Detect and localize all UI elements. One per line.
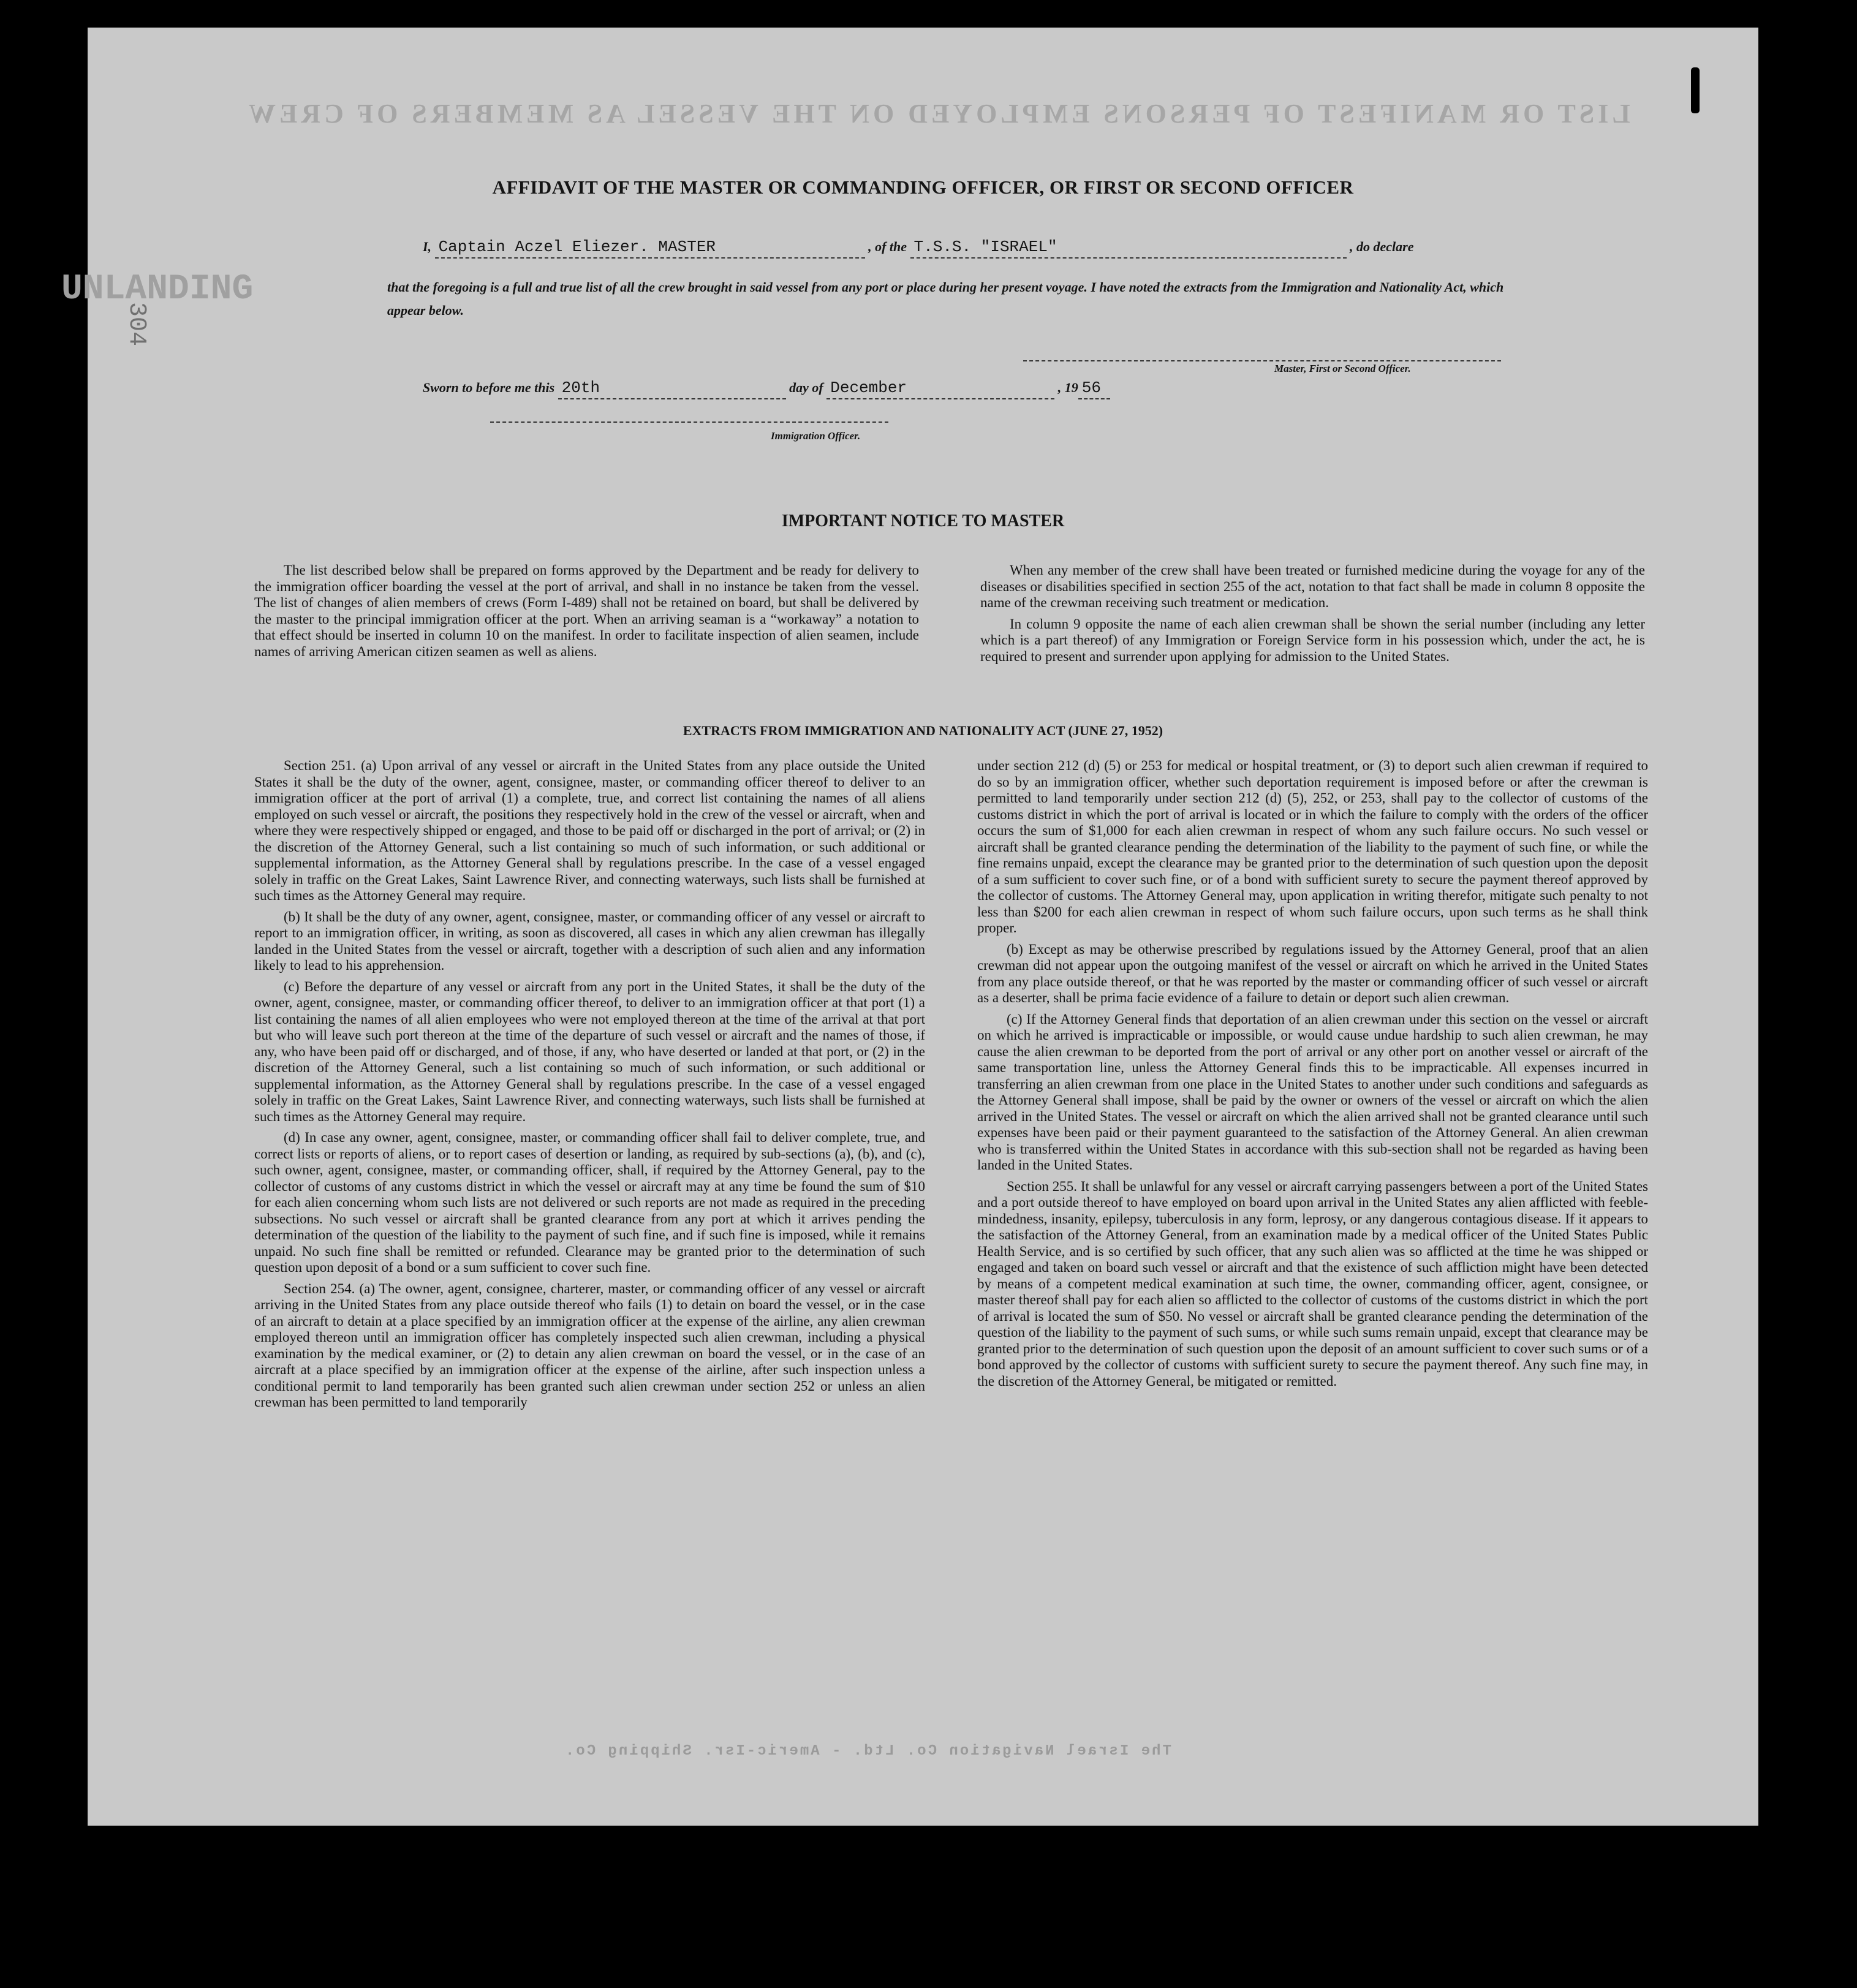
declarant-prefix: I, (423, 239, 432, 254)
notice-paragraph: In column 9 opposite the name of each alien crewman shall be shown the serial number (including any letter which is a part thereof) of any Immigration or Foreign Service form in his possession which, under the act, he is required to present and surrender upon applying for admission to the United States. (980, 616, 1645, 664)
page-number-stamp: 304 (123, 302, 150, 347)
notice-paragraph: The list described below shall be prepared on forms approved by the Department and be ready for delivery to the immigration officer boarding the vessel at the port of arrival, and shall in no instance be taken from the vessel. The list of changes of alien members of crews (Form I-489) shall not be retained on board, but shall be delivered by the master to the principal immigration officer at the port. When an arriving seaman is a “workaway” a notation to that effect should be inserted in column 10 on the manifest. In order to facilitate inspection of alien seamen, include names of arriving American citizen seamen as well as aliens. (254, 562, 919, 659)
section-254a-continued: under section 212 (d) (5) or 253 for medical or hospital treatment, or (3) to deport such alien crewman if required to do so by an immigration officer, whether such deportation requirement is imposed before or after the crewman is permitted to land temporarily under section 212 (d) (5), 252, or 253, shall pay to the collector of customs of the customs district in which the port of arrival is located or in which the failure to comply with the orders of the officer occurs the sum of $1,000 for each alien crewman in respect of whom any such failure occurs. No such vessel or aircraft shall be granted clearance pending the determination of the liability to the payment of such fine, or while the fine remains unpaid, except the clearance may be granted prior to the determination of such question upon the deposit of a sum sufficient to cover such fine, or of a bond with sufficient surety to secure the payment thereof approved by the collector of customs. The Attorney General may, upon application in writing therefor, mitigate such penalty to not less than $200 for each alien crewman in respect of whom such failure occurs, upon such terms as he shall think proper. (977, 758, 1648, 935)
year-prefix-label: , 19 (1057, 380, 1078, 395)
vessel-name-field: T.S.S. "ISRAEL" (910, 238, 1347, 259)
master-signature-label: Master, First or Second Officer. (1274, 363, 1411, 374)
do-declare-label: , do declare (1350, 239, 1414, 254)
notice-left-column (254, 562, 919, 665)
section-251d: (d) In case any owner, agent, consignee, master, or commanding officer shall fail to deliver complete, true, and correct lists or reports of aliens, or to report cases of desertion or landing, as required by sub-sections (a), (b), and (c), such owner, agent, consignee, master, or commanding officer, shall, if required by the Attorney General, pay to the collector of customs of any customs district in which the vessel or aircraft may at any time be found the sum of $10 for each alien concerning whom such lists are not delivered or such reports are not made as required in the preceding subsections. No such vessel or aircraft shall be granted clearance from any port at which it arrives pending the determination of the question of the liability to the payment of such fine, and if such fine is imposed, while it remains unpaid. No such fine shall be remitted or refunded. Clearance may be granted prior to the determination of such question upon deposit of a bond or a sum sufficient to cover such fine. (254, 1130, 925, 1275)
edge-mark (1691, 67, 1700, 113)
section-254c: (c) If the Attorney General finds that deportation of an alien crewman under this section on the vessel or aircraft on which he arrived is impracticable or impossible, or would cause undue hardship to such alien crewman, he may cause the alien crewman to be deported from the port of arrival or any other port on another vessel or aircraft of the same transportation line, unless the Attorney General finds this to be impracticable. All expenses incurred in transferring an alien crewman from one place in the United States to another under such conditions and safeguards as the Attorney General shall impose, shall be paid by the owner or owners of the vessel or aircraft on which the alien arrived in the United States. The vessel or aircraft on which the alien arrived shall not be granted clearance until such expenses have been paid or their payment guaranteed to the satisfaction of the Attorney General. An alien crewman who is transferred within the United States in accordance with this sub-section shall not be regarded as having been landed in the United States. (977, 1011, 1648, 1173)
bleed-through-footer: The Israel Navigation Co. Ltd. - Americ-Isr. Shipping Co. (564, 1743, 1171, 1759)
master-name-field: Captain Aczel Eliezer. MASTER (435, 238, 865, 259)
section-251c: (c) Before the departure of any vessel or aircraft from any port in the United States, it shall be the duty of the owner, agent, consignee, master, or commanding officer thereof, to deliver to an immigration officer at that port (1) a list containing the names of all alien employees who were not employed thereon at the time of the arrival at that port but who will leave such port thereon at the time of the departure of such vessel or aircraft and the names of those, if any, who have been paid off or discharged, and of those, if any, who have deserted or landed at that port, or (2) in the discretion of the Attorney General, such a list containing so much of such information, or such additional or supplemental information, as the Attorney General shall by regulations prescribe. In the case of a vessel engaged solely in traffic on the Great Lakes, Saint Lawrence River, and connecting waterways, such lists shall be furnished at such times as the Attorney General may require. (254, 978, 925, 1124)
affidavit-title: AFFIDAVIT OF THE MASTER OR COMMANDING OFFICER, OR FIRST OR SECOND OFFICER (492, 176, 1354, 198)
sworn-line (423, 379, 1110, 399)
immigration-officer-label: Immigration Officer. (771, 430, 861, 442)
section-251a: Section 251. (a) Upon arrival of any vessel or aircraft in the United States from any place outside the United States it shall be the duty of the owner, agent, consignee, master, or commanding officer thereof to deliver to an immigration officer at the port of arrival (1) a complete, true, and correct list containing the names of all aliens employed on such vessel or aircraft, the positions they respectively hold in the crew of the vessel or aircraft, when and where they were respectively shipped or engaged, and those to be paid off or discharged in the port of arrival; or (2) in the discretion of the Attorney General, such a list containing so much of such information, or such additional or supplemental information, as the Attorney General shall by regulations prescribe. In the case of a vessel engaged solely in traffic on the Great Lakes, Saint Lawrence River, and connecting waterways, such lists shall be furnished at such times as the Attorney General may require. (254, 758, 925, 903)
section-255: Section 255. It shall be unlawful for any vessel or aircraft carrying passengers between a port of the United States and a port outside thereof to have employed on board upon arrival in the United States any alien afflicted with feeble-mindedness, insanity, epilepsy, tuberculosis in any form, leprosy, or any dangerous contagious disease. If it appears to the satisfaction of the Attorney General, from an examination made by a medical officer of the United States Public Health Service, and is so certified by such officer, that any such alien was so afflicted at the time he was shipped or engaged and taken on board such vessel or aircraft and that the existence of such affliction might have been detected by means of a competent medical examination at such time, the owner, commanding officer, agent, consignee, or master thereof shall pay for each alien so afflicted to the collector of customs of the customs district in which the port of arrival is located the sum of $50. No vessel or aircraft shall be granted clearance pending the determination of the question of the liability to the payment of such sums, or while such sums remain unpaid, except that clearance may be granted prior to the determination of such question upon the deposit of an amount sufficient to cover such sums or of a bond approved by the collector of customs with sufficient surety to secure the payment thereof. Any such fine may, in the discretion of the Attorney General, be mitigated or remitted. (977, 1178, 1648, 1389)
section-254a: Section 254. (a) The owner, agent, consignee, charterer, master, or commanding officer of any vessel or aircraft arriving in the United States from any place outside thereof who fails (1) to detain on board the vessel, or in the case of an aircraft to detain at a place specified by an immigration officer at the expense of the airline, any alien crewman employed thereon until an immigration officer has completely inspected such alien crewman, including a physical examination by the medical examiner, or (2) to detain any alien crewman on board the vessel, or in the case of an aircraft at a place specified by an immigration officer at the expense of the airline, after such inspection unless a conditional permit to land temporarily has been granted such alien crewman under section 252 or unless an alien crewman has been permitted to land temporarily (254, 1280, 925, 1410)
section-254b: (b) Except as may be otherwise prescribed by regulations issued by the Attorney General, proof that an alien crewman did not appear upon the outgoing manifest of the vessel or aircraft on which he arrived in the United States from any place outside thereof, or that he was reported by the master or commanding officer of such vessel or aircraft as a deserter, shall be prima facie evidence of a failure to detain or deport such alien crewman. (977, 941, 1648, 1005)
immigration-officer-line (490, 421, 888, 423)
bleed-through-stamp: UNLANDING (61, 270, 254, 309)
sworn-month-field: December (826, 379, 1054, 399)
declarant-line (423, 238, 1413, 259)
notice-title: IMPORTANT NOTICE TO MASTER (781, 512, 1065, 531)
notice-paragraph: When any member of the crew shall have been treated or furnished medicine during the voyage for any of the diseases or disabilities specified in section 255 of the act, notation to that fact shall be made in column 8 opposite the name of the crewman receiving such treatment or medication. (980, 562, 1645, 610)
day-of-label: day of (789, 380, 823, 395)
bleed-through-manifest-header: LIST OR MANIFEST OF PERSONS EMPLOYED ON THE VESSEL AS MEMBERS OF CREW (245, 99, 1630, 129)
notice-right-column (980, 562, 1645, 670)
sworn-year-field: 56 (1078, 379, 1110, 399)
of-the-label: , of the (868, 239, 907, 254)
sworn-label: Sworn to before me this (423, 380, 555, 395)
sworn-day-field: 20th (558, 379, 786, 399)
certification-text: that the foregoing is a full and true list of all the crew brought in said vessel from any port or place during her present voyage. I have noted the extracts from the Immigration and Nationality Act, which appear below. (387, 279, 1504, 318)
extracts-right-column (977, 758, 1648, 1394)
section-251b: (b) It shall be the duty of any owner, agent, consignee, master, or commanding officer of any vessel or aircraft to report to an immigration officer, in writing, as soon as discovered, all cases in which any alien crewman has illegally landed in the United States from the vessel or aircraft, together with a description of such alien and any information likely to lead to his apprehension. (254, 909, 925, 973)
extracts-left-column (254, 758, 925, 1416)
extracts-title: EXTRACTS FROM IMMIGRATION AND NATIONALITY ACT (JUNE 27, 1952) (683, 723, 1163, 738)
master-signature-line (1023, 360, 1501, 361)
